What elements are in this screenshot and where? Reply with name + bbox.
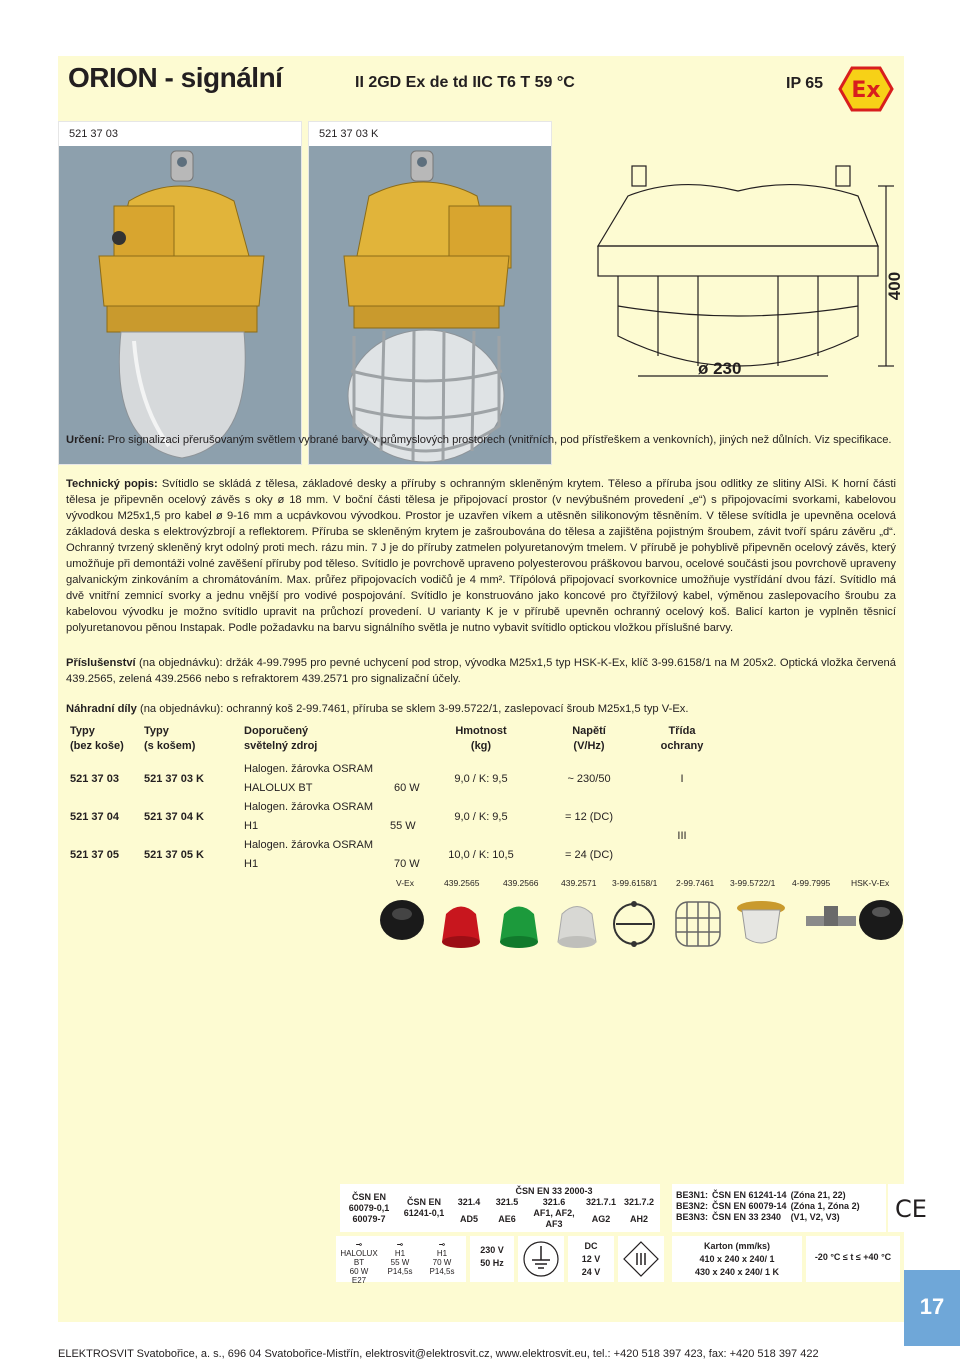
std-iec-61241: ČSN EN 61241-0,1 [403, 1197, 445, 1218]
description-text: Svítidlo se skládá z tělesa, základové desky a příruby s ochranným skleněným krytem. Těleso a příruba jsou odlitky ze slitiny AlSi. K horní části tělesa je připevněn ocelový závěs s oky ø 18 mm. V boční části tělesa je připojovací prostor (v nevýbušném provedení „e“) s připojovacími svorkami, kabelovou vývodkou M25x1,5 pro kabel ø 9-16 mm a ucpávkovou vývodkou. Prostor je uzavřen víkem a utěsněn silikonovým těsněním. V tělese svítidla je upevněna ocelová základová deska s elektrovýzbrojí a reflektorem. Příruba se skleněným krytem je zašroubována do tělesa a zajištěna pojistným šroubem, závit tvoří spáru závěru „d“. Ochranný tvrzený skleněný kryt odolný proti mech. rázu min. 7 J je do příruby zatmelen polyuretanovým tmelem. V přírubě je pohyblivě připevněn ocelový závěs, který umožňuje při demontáži volné zavěšení příruby pod těleso. Svítidlo je povrchově upraveno polyesterovou práškovou barvou, ocelové součásti jsou povrchově upraveny galvanickým zinkováním a chromátováním. Max. průřez připojovacích vodičů je 4 mm². Třípólová připojovací svorkovnice umožňuje vystřídání dvou fází. Svítidlo má dvě vnitřní zemnicí svorky a jednu vnější pro vodivé pospojování. Svítidlo je konstruováno jako koncové pro čtyřžilový kabel, výměnou zaslepovacího šroubu za kabelovou vývodku je možno svítidlo upravit na průchozí provedení. U varianty K je v přírubě upevněn ochranný ocelový koš. Balicí karton je vyplněn těsnicí polyuretanovou pěnou Instapak. Podle požadavku na barvu signálního světla je nutno vybavit svítidlo optickou vložkou příslušné barvy. [66, 478, 896, 634]
standards-box [340, 1184, 660, 1232]
purpose-text: Pro signalizaci přerušovaným světlem vybrané barvy v průmyslových prostorech (vnitřních, pod přístřeškem a venkovních), jiných než důlních. Viz specifikace. [104, 434, 892, 446]
code-label: 3-99.5722/1 [730, 878, 776, 888]
temperature-box [806, 1236, 900, 1282]
code-label: 3-99.6158/1 [612, 878, 658, 888]
code-label: 439.2566 [503, 878, 539, 888]
spec-table [66, 724, 722, 874]
lamp-h1-70: ⊸ H1 70 W P14,5s [422, 1240, 462, 1276]
header-type: Typy (bez koše) [70, 725, 124, 752]
ce-box [888, 1184, 934, 1232]
cell-type-k: 521 37 05 K [144, 848, 204, 861]
zones-box [672, 1184, 886, 1232]
voltage-box [470, 1236, 514, 1282]
green-insert-icon [500, 907, 538, 949]
header-type-k: Typy (s košem) [144, 725, 196, 752]
accessory-codes [388, 878, 898, 892]
accessory-images [376, 894, 906, 954]
cell-weight: 10,0 / K: 10,5 [448, 848, 514, 861]
table-header-row [66, 724, 722, 754]
cell-type-k: 521 37 04 K [144, 810, 204, 823]
ex-marking: II 2GD Ex de td IIC T6 T 59 °C [355, 74, 575, 91]
frequency-value: 50 Hz [480, 1258, 504, 1268]
photo-luminaire-plain [58, 121, 302, 465]
cell-class: III [677, 829, 687, 842]
footer-contact: ELEKTROSVIT Svatobořice, a. s., 696 04 Svatobořice-Mistřín, elektrosvit@elektrosvit.cz, www.elektrosvit.eu, tel.: +420 518 397 423, fax: +420 518 397 422 [58, 1348, 819, 1360]
cell-weight: 9,0 / K: 9,5 [454, 810, 508, 823]
cell-source: Halogen. žárovka OSRAM H1 55 W [244, 801, 416, 832]
diameter-dimension: ø 230 [698, 359, 742, 378]
photo-label: 521 37 03 [69, 128, 118, 140]
guard-cage-icon [676, 902, 720, 946]
table-row [66, 760, 722, 798]
cell-voltage: = 24 (DC) [565, 848, 613, 861]
purpose-paragraph [66, 432, 896, 448]
zones-table: BE3N1: ČSN EN 61241-14 (Zóna 21, 22) BE3N2: ČSN EN 60079-14 (Zóna 1, Zóna 2) BE3N3: ČSN EN 33 2340 (V1, V2, V3) [676, 1190, 860, 1222]
cell-type: 521 37 03 [70, 772, 119, 785]
table-row [66, 836, 722, 874]
page-title: ORION - signální [68, 62, 283, 93]
cell-source: Halogen. žárovka OSRAM HALOLUX BT 60 W [244, 763, 420, 794]
code-label: 2-99.7461 [676, 878, 715, 888]
flange-glass-icon [737, 901, 785, 943]
class-iii-box [618, 1236, 664, 1282]
accessories-text: (na objednávku): držák 4-99.7995 pro pevné uchycení pod strop, vývodka M25x1,5 typ HSK-K-Ex, klíč 3-99.6158/1 na M 205x2. Optická vložka červená 439.2565, zelená 439.2566 nebo s refraktorem 439.2571 pro signalizační účely. [66, 657, 896, 685]
carton-row: 410 x 240 x 240/ 1 [699, 1254, 775, 1264]
cell-voltage: = 12 (DC) [565, 810, 613, 823]
photo-label: 521 37 03 K [319, 128, 379, 140]
code-label: 439.2565 [444, 878, 480, 888]
cell-type-k: 521 37 03 K [144, 772, 204, 785]
blind-plug-icon [380, 900, 424, 940]
header-voltage: Napětí (V/Hz) [572, 725, 606, 752]
purpose-label: Určení: [66, 434, 105, 446]
carton-row: 430 x 240 x 240/ 1 K [694, 1267, 780, 1277]
temperature-range: -20 °C ≤ t ≤ +40 °C [814, 1252, 892, 1262]
cell-class: I [680, 772, 684, 785]
dc-box: DC 12 V 24 V [568, 1236, 614, 1282]
code-label: HSK-V-Ex [851, 878, 890, 888]
carton-title: Karton (mm/ks) [703, 1241, 770, 1251]
std-33-2000: ČSN EN 33 2000-3 [515, 1186, 593, 1196]
cell-type: 521 37 04 [70, 810, 119, 823]
cell-source: Halogen. žárovka OSRAM H1 70 W [244, 839, 420, 870]
technical-drawing [578, 166, 908, 386]
photo-luminaire-cage [308, 121, 552, 465]
voltage-value: 230 V [480, 1245, 504, 1255]
ip-rating: IP 65 [786, 75, 824, 92]
ex-logo-text: Ex [851, 78, 881, 103]
lamp-halolux: ⊸ HALOLUX BT 60 W E27 [340, 1240, 378, 1285]
class-iii-icon [618, 1236, 664, 1282]
spanner-icon [614, 901, 654, 947]
header-weight: Hmotnost (kg) [455, 725, 507, 752]
header [58, 56, 904, 106]
spare-parts-text: (na objednávku): ochranný koš 2-99.7461, příruba se sklem 3-99.5722/1, zaslepovací šroub M25x1,5 typ V-Ex. [136, 703, 689, 715]
table-row [66, 798, 722, 836]
red-insert-icon [442, 907, 480, 949]
description-label: Technický popis: [66, 478, 158, 490]
ce-mark-icon [888, 1184, 934, 1232]
accessories-label: Příslušenství [66, 657, 136, 669]
description-paragraph [66, 476, 896, 636]
lamp-icon: ⊸ [438, 1240, 446, 1249]
page-panel [58, 56, 927, 1360]
spare-parts-label: Náhradní díly [66, 703, 137, 715]
header-class: Třída ochrany [660, 725, 704, 752]
cell-weight: 9,0 / K: 9,5 [454, 772, 508, 785]
cell-type: 521 37 05 [70, 848, 119, 861]
code-label: V-Ex [396, 878, 414, 888]
carton-box [672, 1236, 802, 1282]
code-label: 4-99.7995 [792, 878, 831, 888]
cable-gland-icon [859, 900, 903, 940]
spare-parts-paragraph [66, 701, 896, 717]
height-dimension: 400 [885, 271, 904, 301]
header-source: Doporučený světelný zdroj [244, 725, 318, 752]
standards-table: ČSN EN 60079-0,1 60079-7 ČSN EN 61241-0,1 ČSN EN 33 2000-3 321.4 321.5 321.6 321.7.1 321.7.2 AD5 AE6 AF1, AF2, AF3 AG2 AH2 [340, 1186, 658, 1230]
earth-symbol-box [518, 1236, 564, 1282]
holder-bracket-icon [806, 906, 856, 926]
cell-voltage: ~ 230/50 [567, 772, 611, 785]
lamp-h1-55: ⊸ H1 55 W P14,5s [380, 1240, 420, 1276]
accessories-paragraph [66, 655, 896, 687]
luminaire-photo [59, 146, 301, 464]
earth-icon [518, 1236, 564, 1282]
ex-hexagon-logo [838, 66, 894, 112]
lamp-sources-box [336, 1236, 466, 1285]
svg-text:CE: CE [895, 1195, 927, 1223]
lamp-icon: ⊸ [355, 1240, 363, 1249]
lamp-icon: ⊸ [396, 1240, 404, 1249]
page-number: 17 [904, 1270, 960, 1346]
code-label: 439.2571 [561, 878, 597, 888]
clear-refractor-icon [558, 907, 596, 949]
std-iec-60079: ČSN EN 60079-0,1 60079-7 [348, 1191, 390, 1224]
luminaire-cage-photo [309, 146, 551, 464]
